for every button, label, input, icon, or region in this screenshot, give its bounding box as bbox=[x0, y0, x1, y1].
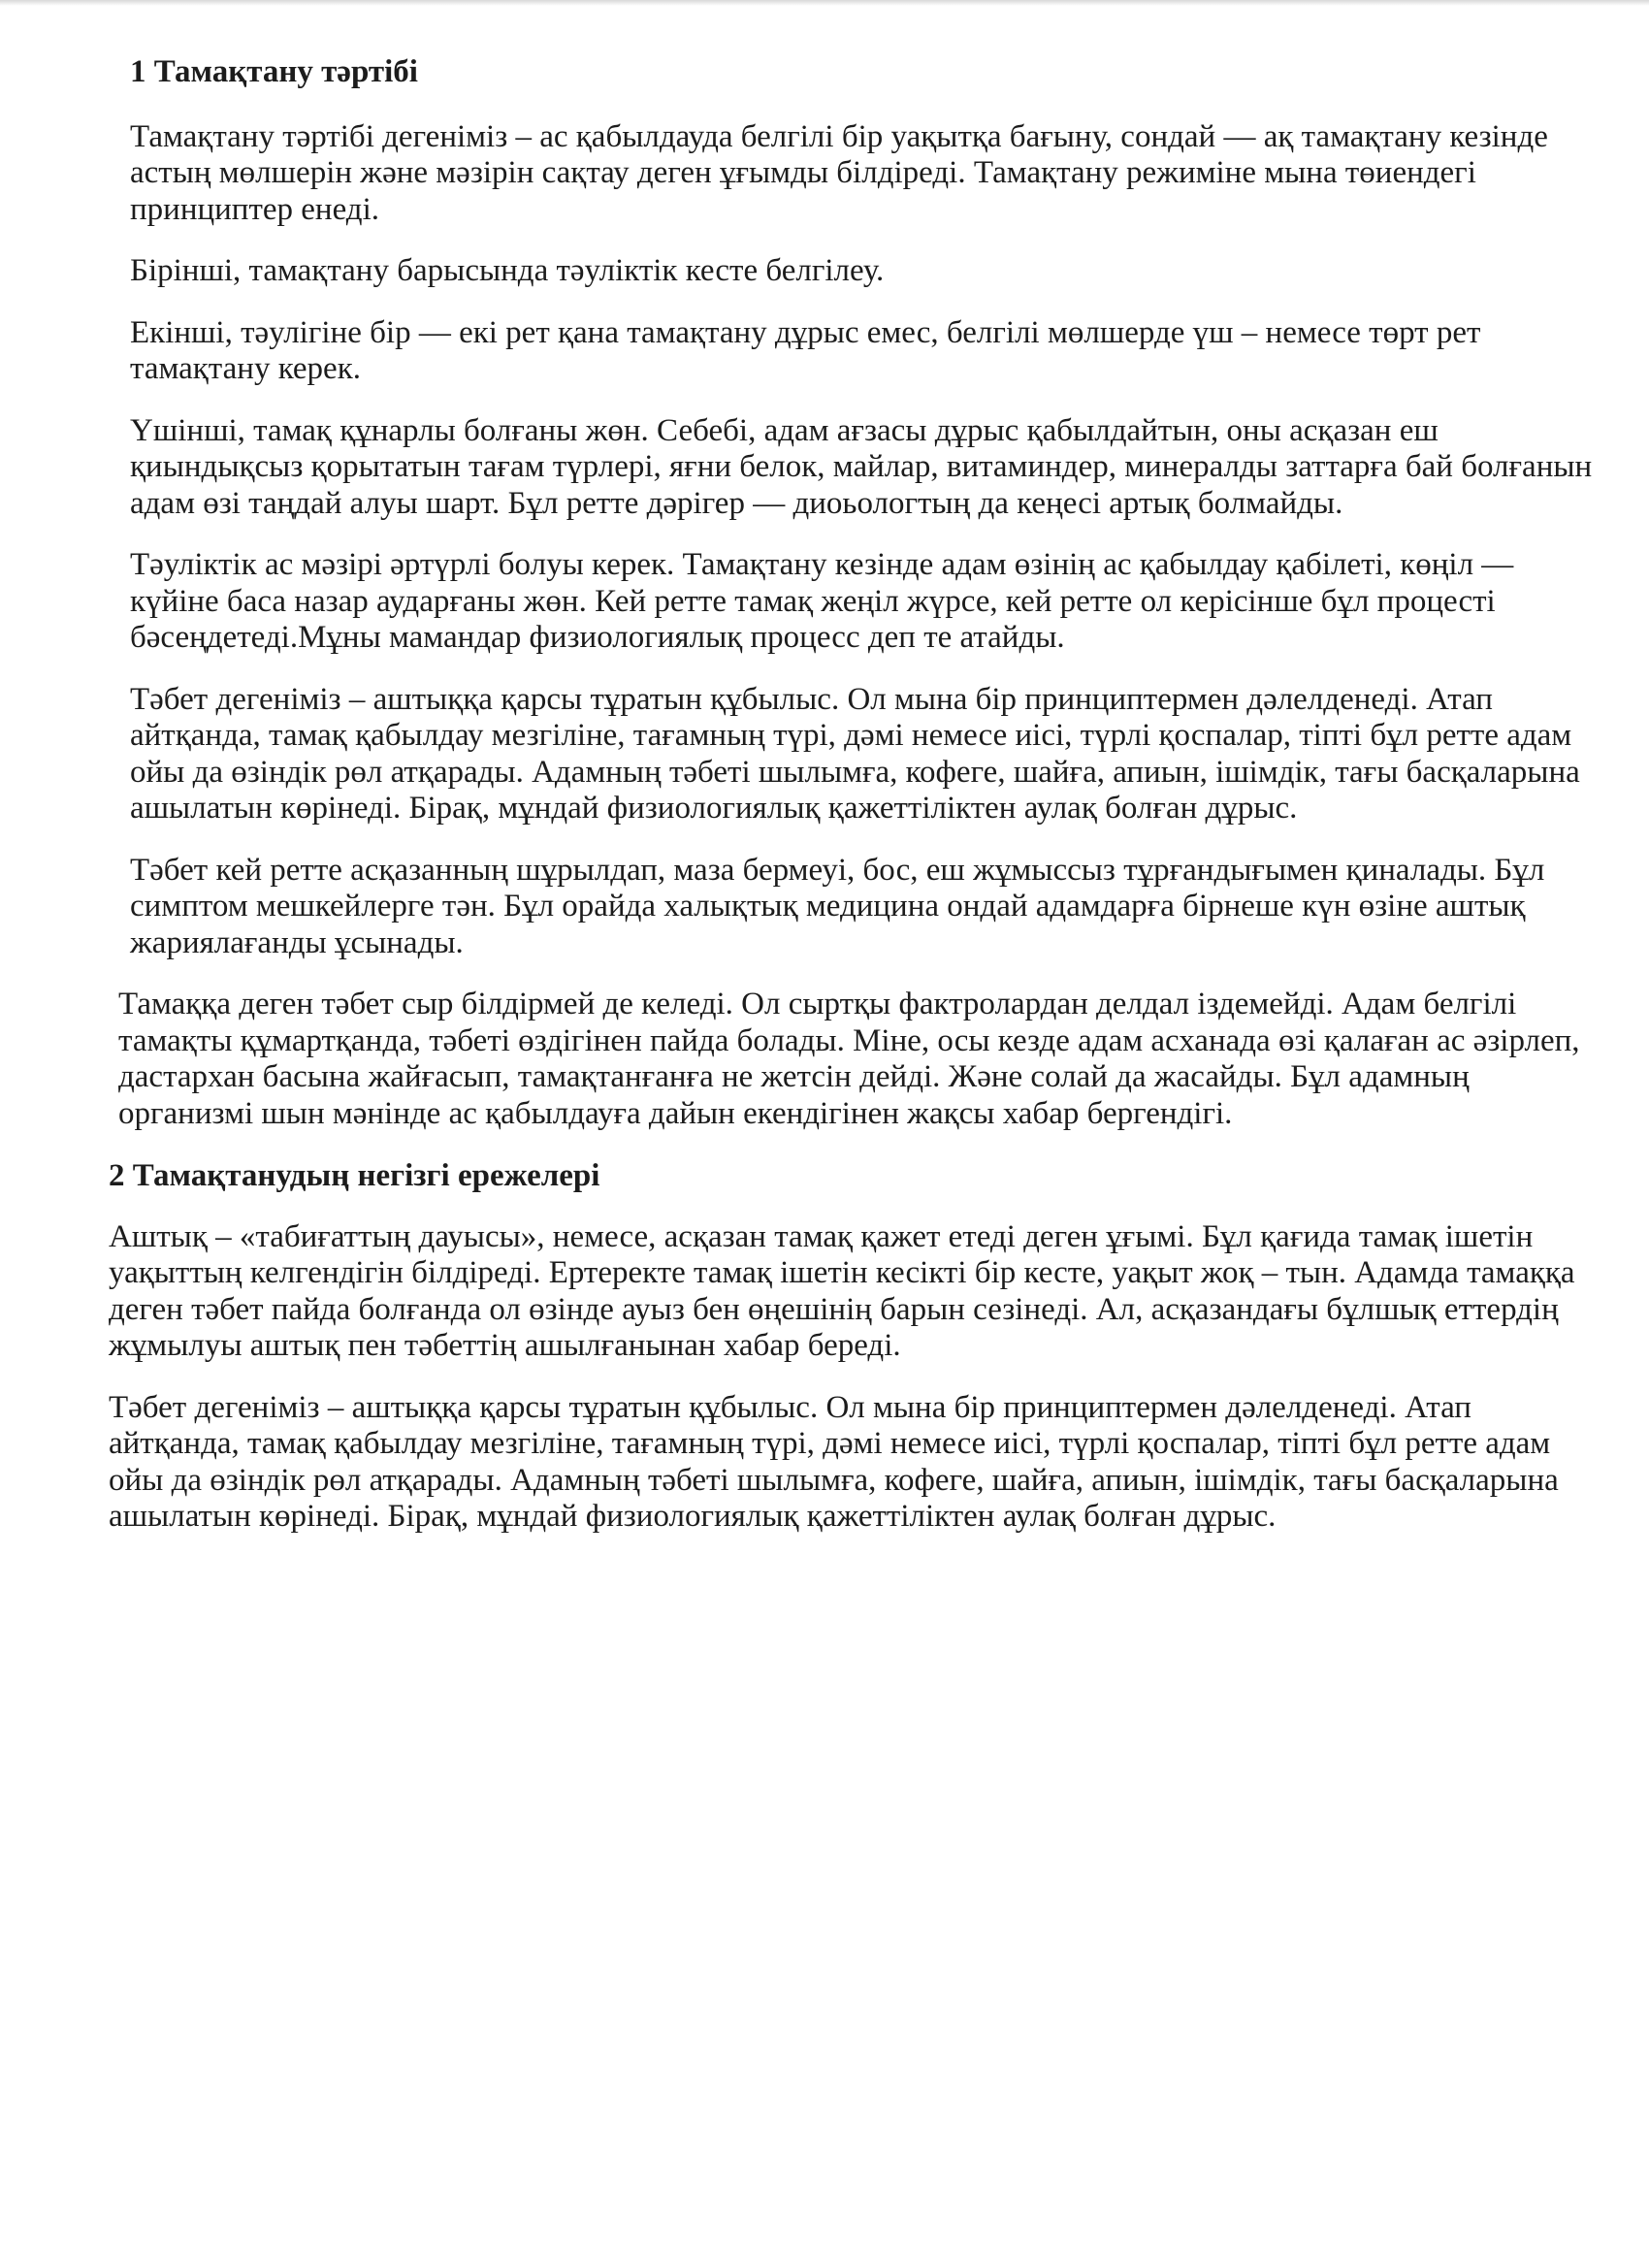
paragraph: Үшінші, тамақ құнарлы болғаны жөн. Себебі, адам ағзасы дұрыс қабылдайтын, оны асқазан еш қиындықсыз қорытатын тағам түрлері, яғни белок, майлар, витаминдер, минералды заттарға бай болғанын адам өзі таңдай алуы шарт. Бұл ретте дәрігер — диоьологтың да кеңесі артық болмайды. bbox=[130, 412, 1593, 521]
section-basic-rules bbox=[109, 1157, 1602, 1536]
section-meal-schedule bbox=[109, 53, 1602, 1132]
section-heading: 2 Тамақтанудың негізгі ережелері bbox=[109, 1158, 600, 1194]
paragraph: Тамаққа деген тәбет сыр білдірмей де келеді. Ол сыртқы фактролардан делдал іздемейді. Адам белгілі тамақты құмартқанда, тәбеті өздігінен пайда болады. Міне, осы кезде адам асханада өзі қалаған ас әзірлеп, дастархан басына жайғасып, тамақтанғанға не жетсін дейді. Және солай да жасайды. Бұл адамның организмі шын мәнінде ас қабылдауға дайын екендігінен жақсы хабар бергендігі. bbox=[118, 987, 1580, 1131]
paragraph: Тәуліктік ас мәзірі әртүрлі болуы керек. Тамақтану кезінде адам өзінің ас қабылдау қабілеті, көңіл — күйіне баса назар аударғаны жөн. Кей ретте тамақ жеңіл жүрсе, кей ретте ол керісінше бұл процесті бәсеңдетеді.Мұны мамандар физиологиялық процесс деп те атайды. bbox=[130, 547, 1514, 656]
paragraph: Аштық – «табиғаттың дауысы», немесе, асқазан тамақ қажет етеді деген ұғымі. Бұл қағида тамақ ішетін уақыттың келгендігін білдіреді. Ертеректе тамақ ішетін кесікті бір кесте, уақыт жоқ – тын. Адамда тамаққа деген тәбет пайда болғанда ол өзінде ауыз бен өңешінің барын сезінеді. Ал, асқазандағы бұлшық еттердің жұмылуы аштық пен тәбеттің ашылғанынан хабар береді. bbox=[109, 1218, 1575, 1364]
paragraph: Тәбет дегеніміз – аштыққа қарсы тұратын құбылыс. Ол мына бір принциптермен дәлелденеді. Атап айтқанда, тамақ қабылдау мезгіліне, тағамның түрі, дәмі немесе иісі, түрлі қоспалар, тіпті бұл ретте адам ойы да өзіндік рөл атқарады. Адамның тәбеті шылымға, кофеге, шайға, апиын, ішімдік, тағы басқаларына ашылатын көрінеді. Бірақ, мұндай физиологиялық қажеттіліктен аулақ болған дұрыс. bbox=[109, 1389, 1559, 1535]
paragraph: Тамақтану тәртібі дегеніміз – ас қабылдауда белгілі бір уақытқа бағыну, сондай — ақ тамақтану кезінде астың мөлшерін және мәзірін сақтау деген ұғымды білдіреді. Тамақтану режиміне мына төиендегі принциптер енеді. bbox=[130, 118, 1548, 227]
paragraph: Бірінші, тамақтану барысында тәуліктік кесте белгілеу. bbox=[130, 253, 885, 289]
paragraph: Тәбет дегеніміз – аштыққа қарсы тұратын құбылыс. Ол мына бір принциптермен дәлелденеді. Атап айтқанда, тамақ қабылдау мезгіліне, тағамның түрі, дәмі немесе иісі, түрлі қоспалар, тіпті бұл ретте адам ойы да өзіндік рөл атқарады. Адамның тәбеті шылымға, кофеге, шайға, апиын, ішімдік, тағы басқаларына ашылатын көрінеді. Бірақ, мұндай физиологиялық қажеттіліктен аулақ болған дұрыс. bbox=[130, 681, 1580, 826]
paragraph: Тәбет кей ретте асқазанның шұрылдап, маза бермеуі, бос, еш жұмыссыз тұрғандығымен қиналады. Бұл симптом мешкейлерге тән. Бұл орайда халықтық медицина ондай адамдарға бірнеше күн өзіне аштық жариялағанды ұсынады. bbox=[130, 852, 1545, 960]
paragraph: Екінші, тәулігіне бір — екі рет қана тамақтану дұрыс емес, белгілі мөлшерде үш – немесе төрт рет тамақтану керек. bbox=[130, 314, 1481, 387]
scan-top-edge bbox=[0, 0, 1649, 6]
document-page bbox=[109, 53, 1602, 1561]
section-heading: 1 Тамақтану тәртібі bbox=[130, 54, 418, 89]
